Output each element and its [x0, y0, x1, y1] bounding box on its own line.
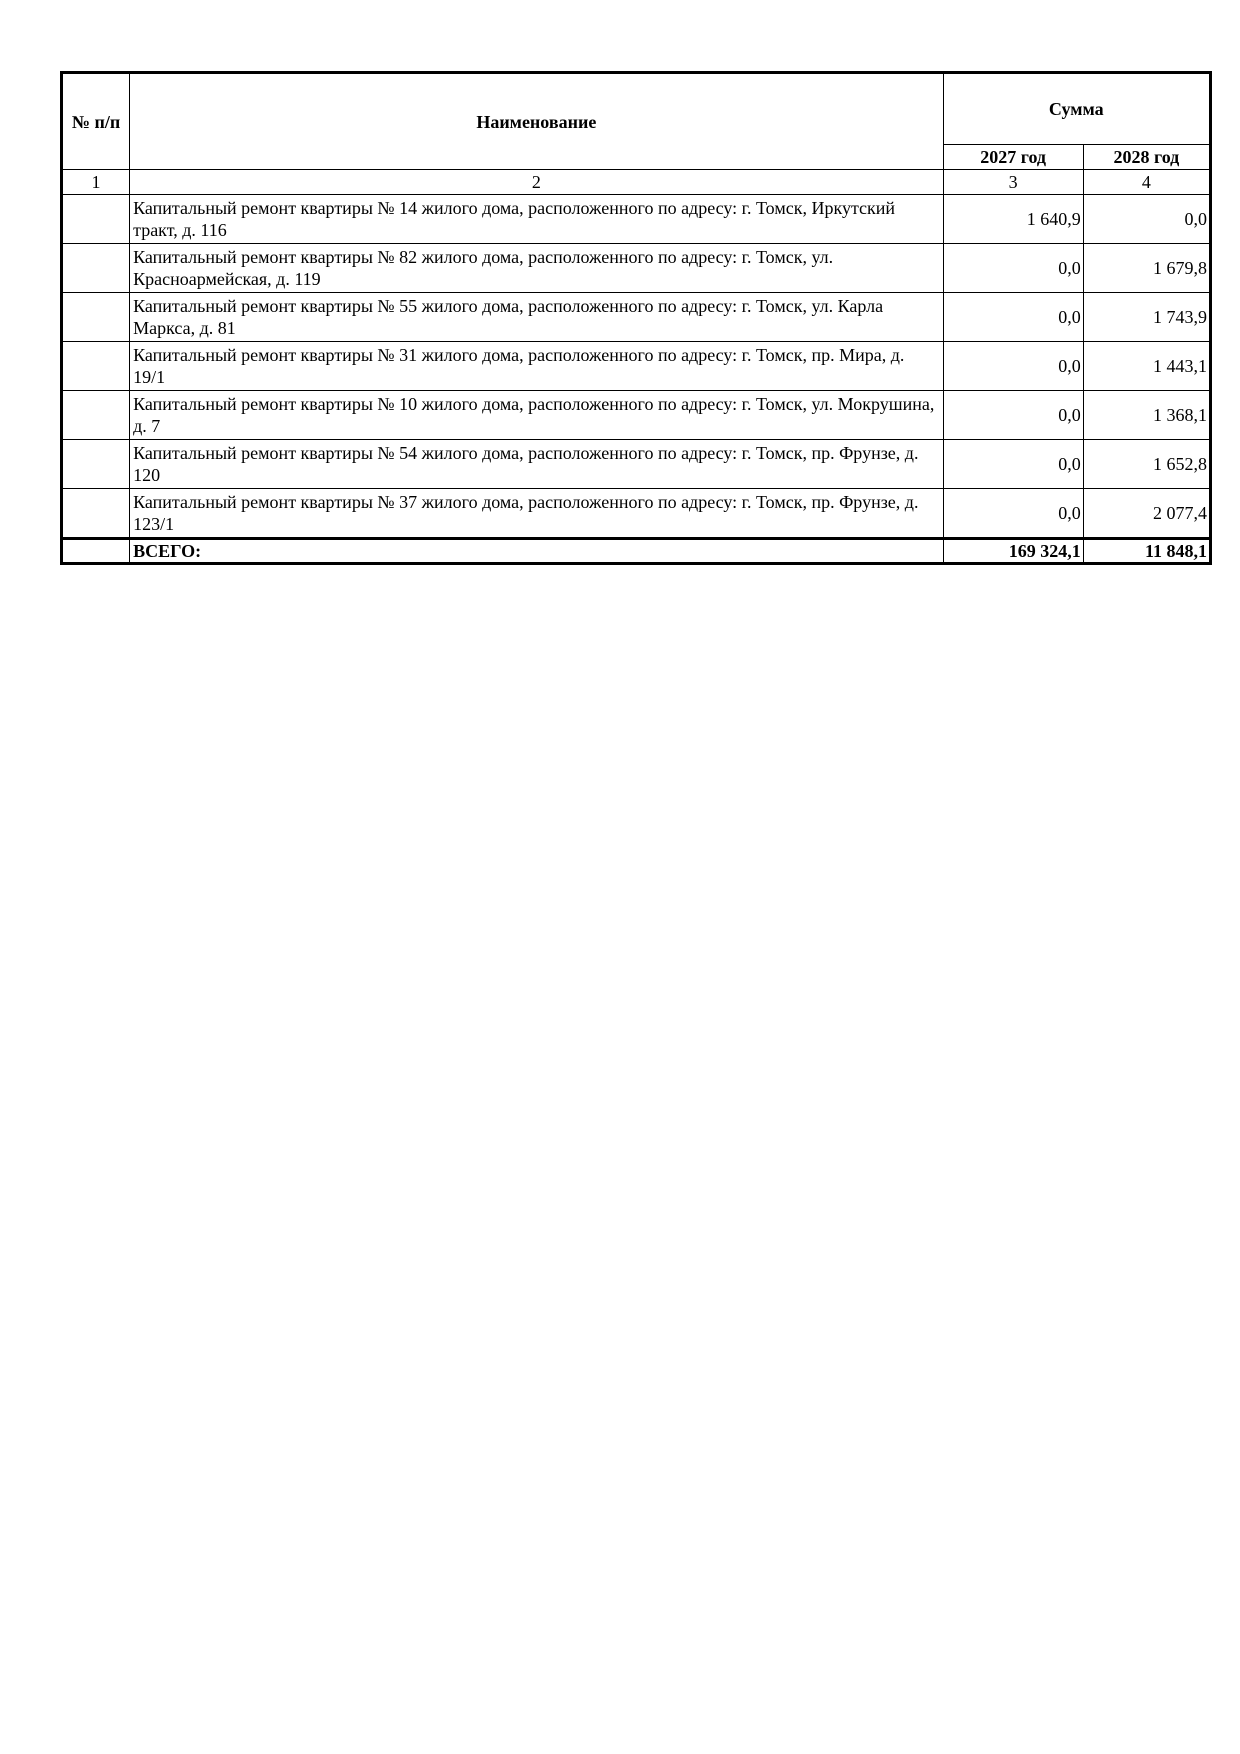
- table-row: [62, 195, 1211, 244]
- table-row: [62, 489, 1211, 539]
- table-row: [62, 342, 1211, 391]
- row-value-2028: 1 652,8: [1083, 440, 1210, 489]
- column-number: 4: [1083, 170, 1210, 195]
- total-value-2027: 169 324,1: [943, 539, 1083, 564]
- table-row: [62, 244, 1211, 293]
- row-value-2028: 1 743,9: [1083, 293, 1210, 342]
- row-value-2027: 0,0: [943, 342, 1083, 391]
- row-num: [62, 293, 130, 342]
- column-numbers-row: [62, 170, 1211, 195]
- row-name: Капитальный ремонт квартиры № 14 жилого дома, расположенного по адресу: г. Томск, Иркутский тракт, д. 116: [130, 195, 943, 244]
- row-value-2027: 0,0: [943, 391, 1083, 440]
- row-num: [62, 489, 130, 539]
- row-num: [62, 244, 130, 293]
- table-row: [62, 440, 1211, 489]
- row-name: Капитальный ремонт квартиры № 31 жилого дома, расположенного по адресу: г. Томск, пр. Мира, д. 19/1: [130, 342, 943, 391]
- header-year-2028: 2028 год: [1083, 145, 1210, 170]
- row-value-2028: 2 077,4: [1083, 489, 1210, 539]
- row-name: Капитальный ремонт квартиры № 54 жилого дома, расположенного по адресу: г. Томск, пр. Фрунзе, д. 120: [130, 440, 943, 489]
- row-value-2027: 0,0: [943, 440, 1083, 489]
- header-year-2027: 2027 год: [943, 145, 1083, 170]
- column-number: 2: [130, 170, 943, 195]
- header-num: № п/п: [62, 73, 130, 170]
- row-value-2028: 1 368,1: [1083, 391, 1210, 440]
- total-row: [62, 539, 1211, 564]
- row-value-2028: 1 443,1: [1083, 342, 1210, 391]
- row-value-2028: 1 679,8: [1083, 244, 1210, 293]
- header-row: [62, 73, 1211, 145]
- column-number: 1: [62, 170, 130, 195]
- header-name: Наименование: [130, 73, 943, 170]
- total-num-cell: [62, 539, 130, 564]
- budget-table: [60, 71, 1212, 565]
- row-num: [62, 195, 130, 244]
- table-row: [62, 391, 1211, 440]
- row-name: Капитальный ремонт квартиры № 55 жилого дома, расположенного по адресу: г. Томск, ул. Карла Маркса, д. 81: [130, 293, 943, 342]
- total-label: ВСЕГО:: [130, 539, 943, 564]
- row-value-2027: 0,0: [943, 293, 1083, 342]
- row-name: Капитальный ремонт квартиры № 37 жилого дома, расположенного по адресу: г. Томск, пр. Фрунзе, д. 123/1: [130, 489, 943, 539]
- total-value-2028: 11 848,1: [1083, 539, 1210, 564]
- row-value-2027: 0,0: [943, 244, 1083, 293]
- row-num: [62, 391, 130, 440]
- row-name: Капитальный ремонт квартиры № 82 жилого дома, расположенного по адресу: г. Томск, ул. Красноармейская, д. 119: [130, 244, 943, 293]
- row-name: Капитальный ремонт квартиры № 10 жилого дома, расположенного по адресу: г. Томск, ул. Мокрушина, д. 7: [130, 391, 943, 440]
- header-sum: Сумма: [943, 73, 1210, 145]
- row-num: [62, 440, 130, 489]
- row-value-2027: 1 640,9: [943, 195, 1083, 244]
- row-value-2027: 0,0: [943, 489, 1083, 539]
- column-number: 3: [943, 170, 1083, 195]
- row-num: [62, 342, 130, 391]
- table-row: [62, 293, 1211, 342]
- row-value-2028: 0,0: [1083, 195, 1210, 244]
